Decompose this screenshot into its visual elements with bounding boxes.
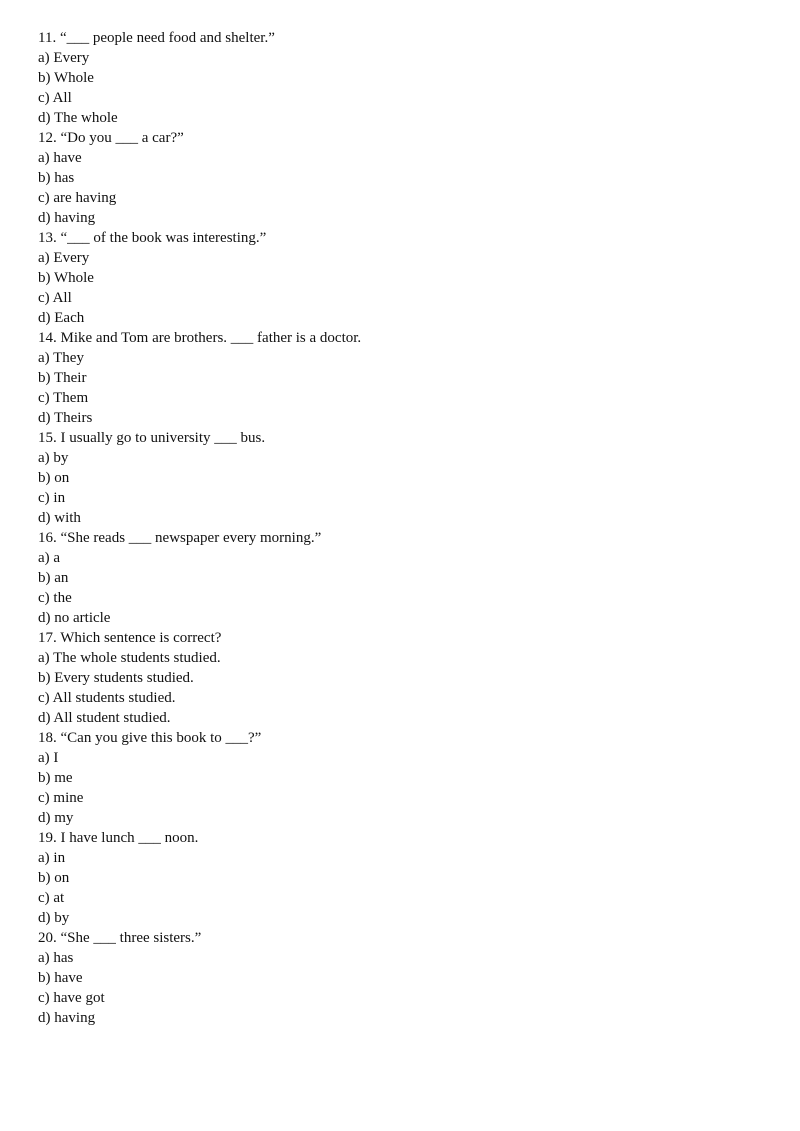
question-18 — [38, 728, 758, 828]
question-prompt: 15. I usually go to university ___ bus. — [38, 430, 266, 446]
question-prompt: 11. “___ people need food and shelter.” — [38, 30, 275, 46]
answer-option: a) have — [38, 150, 82, 166]
answer-option: d) having — [38, 1010, 96, 1026]
question-13 — [38, 228, 758, 328]
answer-option: a) a — [38, 550, 61, 566]
question-14 — [38, 328, 758, 428]
answer-option: b) on — [38, 870, 70, 886]
answer-option: c) in — [38, 490, 66, 506]
answer-option: c) the — [38, 590, 72, 606]
question-19 — [38, 828, 758, 928]
answer-option: d) The whole — [38, 110, 118, 126]
answer-option: a) Every — [38, 250, 90, 266]
question-prompt: 20. “She ___ three sisters.” — [38, 930, 202, 946]
question-11 — [38, 28, 758, 128]
answer-option: a) They — [38, 350, 84, 366]
answer-option: a) has — [38, 950, 74, 966]
answer-option: b) Whole — [38, 270, 94, 286]
question-16 — [38, 528, 758, 628]
question-prompt: 14. Mike and Tom are brothers. ___ father is a doctor. — [38, 330, 362, 346]
answer-option: d) Each — [38, 310, 85, 326]
question-12 — [38, 128, 758, 228]
question-prompt: 18. “Can you give this book to ___?” — [38, 730, 262, 746]
answer-option: a) The whole students studied. — [38, 650, 221, 666]
answer-option: a) I — [38, 750, 59, 766]
answer-option: c) All — [38, 90, 72, 106]
answer-option: b) Their — [38, 370, 87, 386]
answer-option: b) Whole — [38, 70, 94, 86]
question-prompt: 12. “Do you ___ a car?” — [38, 130, 184, 146]
answer-option: d) my — [38, 810, 74, 826]
question-prompt: 19. I have lunch ___ noon. — [38, 830, 199, 846]
answer-option: d) All student studied. — [38, 710, 171, 726]
answer-option: d) with — [38, 510, 81, 526]
answer-option: b) an — [38, 570, 69, 586]
answer-option: d) having — [38, 210, 96, 226]
answer-option: b) has — [38, 170, 75, 186]
answer-option: d) Theirs — [38, 410, 93, 426]
answer-option: c) are having — [38, 190, 117, 206]
question-prompt: 17. Which sentence is correct? — [38, 630, 222, 646]
document-page — [38, 28, 758, 1028]
answer-option: b) me — [38, 770, 73, 786]
answer-option: a) in — [38, 850, 66, 866]
answer-option: c) have got — [38, 990, 105, 1006]
answer-option: a) Every — [38, 50, 90, 66]
answer-option: d) no article — [38, 610, 111, 626]
question-17 — [38, 628, 758, 728]
question-15 — [38, 428, 758, 528]
question-prompt: 16. “She reads ___ newspaper every morning.” — [38, 530, 322, 546]
answer-option: d) by — [38, 910, 70, 926]
answer-option: a) by — [38, 450, 69, 466]
answer-option: c) All students studied. — [38, 690, 176, 706]
answer-option: b) on — [38, 470, 70, 486]
question-prompt: 13. “___ of the book was interesting.” — [38, 230, 267, 246]
answer-option: c) at — [38, 890, 65, 906]
answer-option: b) have — [38, 970, 83, 986]
answer-option: b) Every students studied. — [38, 670, 194, 686]
question-20 — [38, 928, 758, 1028]
answer-option: c) All — [38, 290, 72, 306]
answer-option: c) mine — [38, 790, 84, 806]
answer-option: c) Them — [38, 390, 89, 406]
